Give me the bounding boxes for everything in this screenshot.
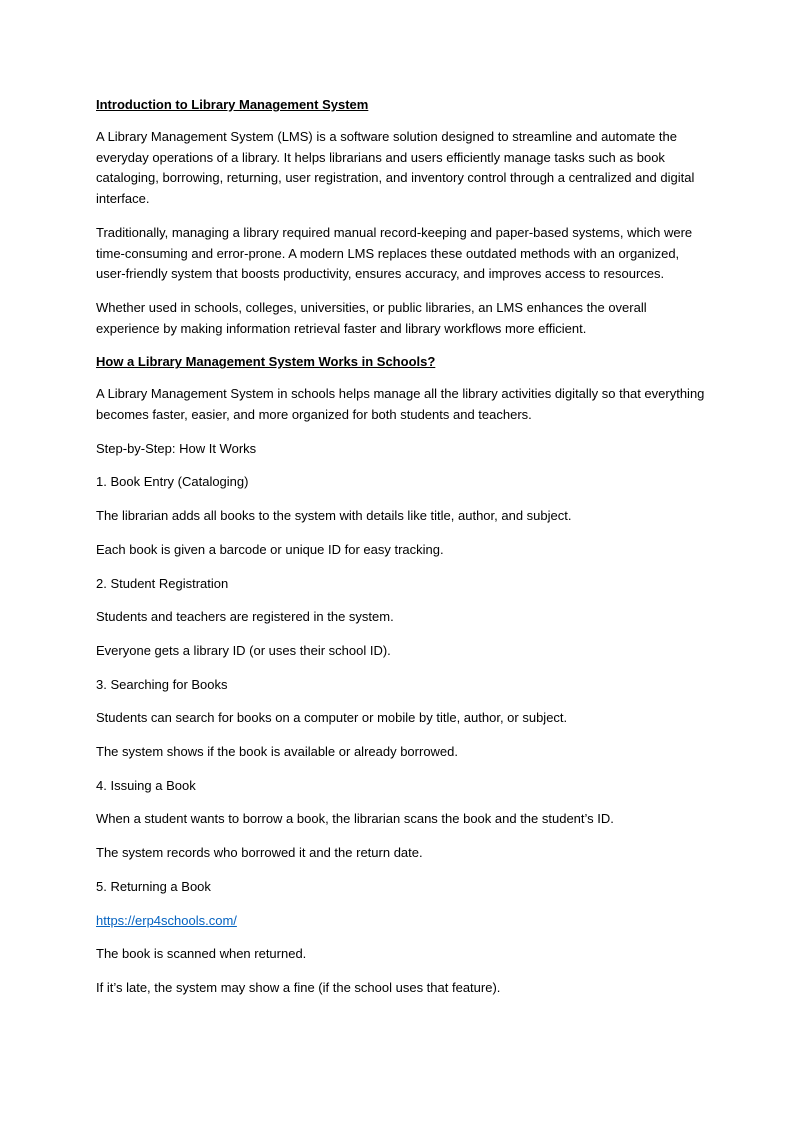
erp4schools-link[interactable]: https://erp4schools.com/ xyxy=(96,912,237,928)
document-page xyxy=(96,95,706,1012)
step-5-link-line xyxy=(96,911,706,932)
step-3-line-2: The system shows if the book is available or already borrowed. xyxy=(96,744,459,760)
step-4-title: 4. Issuing a Book xyxy=(96,777,196,793)
section-heading-intro: Introduction to Library Management System xyxy=(96,97,369,112)
step-2-line-1: Students and teachers are registered in the system. xyxy=(96,609,394,625)
section-heading-how-it-works: How a Library Management System Works in Schools? xyxy=(96,354,436,370)
step-3-title: 3. Searching for Books xyxy=(96,676,228,692)
step-5-line-1: The book is scanned when returned. xyxy=(96,946,307,962)
steps-title: Step-by-Step: How It Works xyxy=(96,440,257,456)
step-1-title: 1. Book Entry (Cataloging) xyxy=(96,474,249,490)
step-2-line-2: Everyone gets a library ID (or uses their school ID). xyxy=(96,642,391,658)
step-1-line-1: The librarian adds all books to the system with details like title, author, and subject. xyxy=(96,508,572,524)
step-5-line-2: If it’s late, the system may show a fine (if the school uses that feature). xyxy=(96,979,501,995)
intro-paragraph-1: A Library Management System (LMS) is a software solution designed to streamline and automate the everyday operations of a library. It helps librarians and users efficiently manage tasks such as book cataloging, borrowing, returning, user registration, and inventory control through a centralized and digital interface. xyxy=(96,129,695,207)
step-4-line-1: When a student wants to borrow a book, the librarian scans the book and the student’s ID. xyxy=(96,811,614,827)
step-1-line-2: Each book is given a barcode or unique ID for easy tracking. xyxy=(96,541,444,557)
step-5-title: 5. Returning a Book xyxy=(96,878,211,894)
step-4-line-2: The system records who borrowed it and the return date. xyxy=(96,845,423,861)
step-3-line-1: Students can search for books on a computer or mobile by title, author, or subject. xyxy=(96,710,568,726)
step-2-title: 2. Student Registration xyxy=(96,575,229,591)
how-it-works-intro: A Library Management System in schools helps manage all the library activities digitally so that everything becomes faster, easier, and more organized for both students and teachers. xyxy=(96,386,705,423)
intro-paragraph-2: Traditionally, managing a library required manual record-keeping and paper-based systems, which were time-consuming and error-prone. A modern LMS replaces these outdated methods with an organized, user-friendly system that boosts productivity, ensures accuracy, and improves access to resources. xyxy=(96,224,693,282)
intro-paragraph-3: Whether used in schools, colleges, universities, or public libraries, an LMS enhances the overall experience by making information retrieval faster and library workflows more efficient. xyxy=(96,299,647,336)
